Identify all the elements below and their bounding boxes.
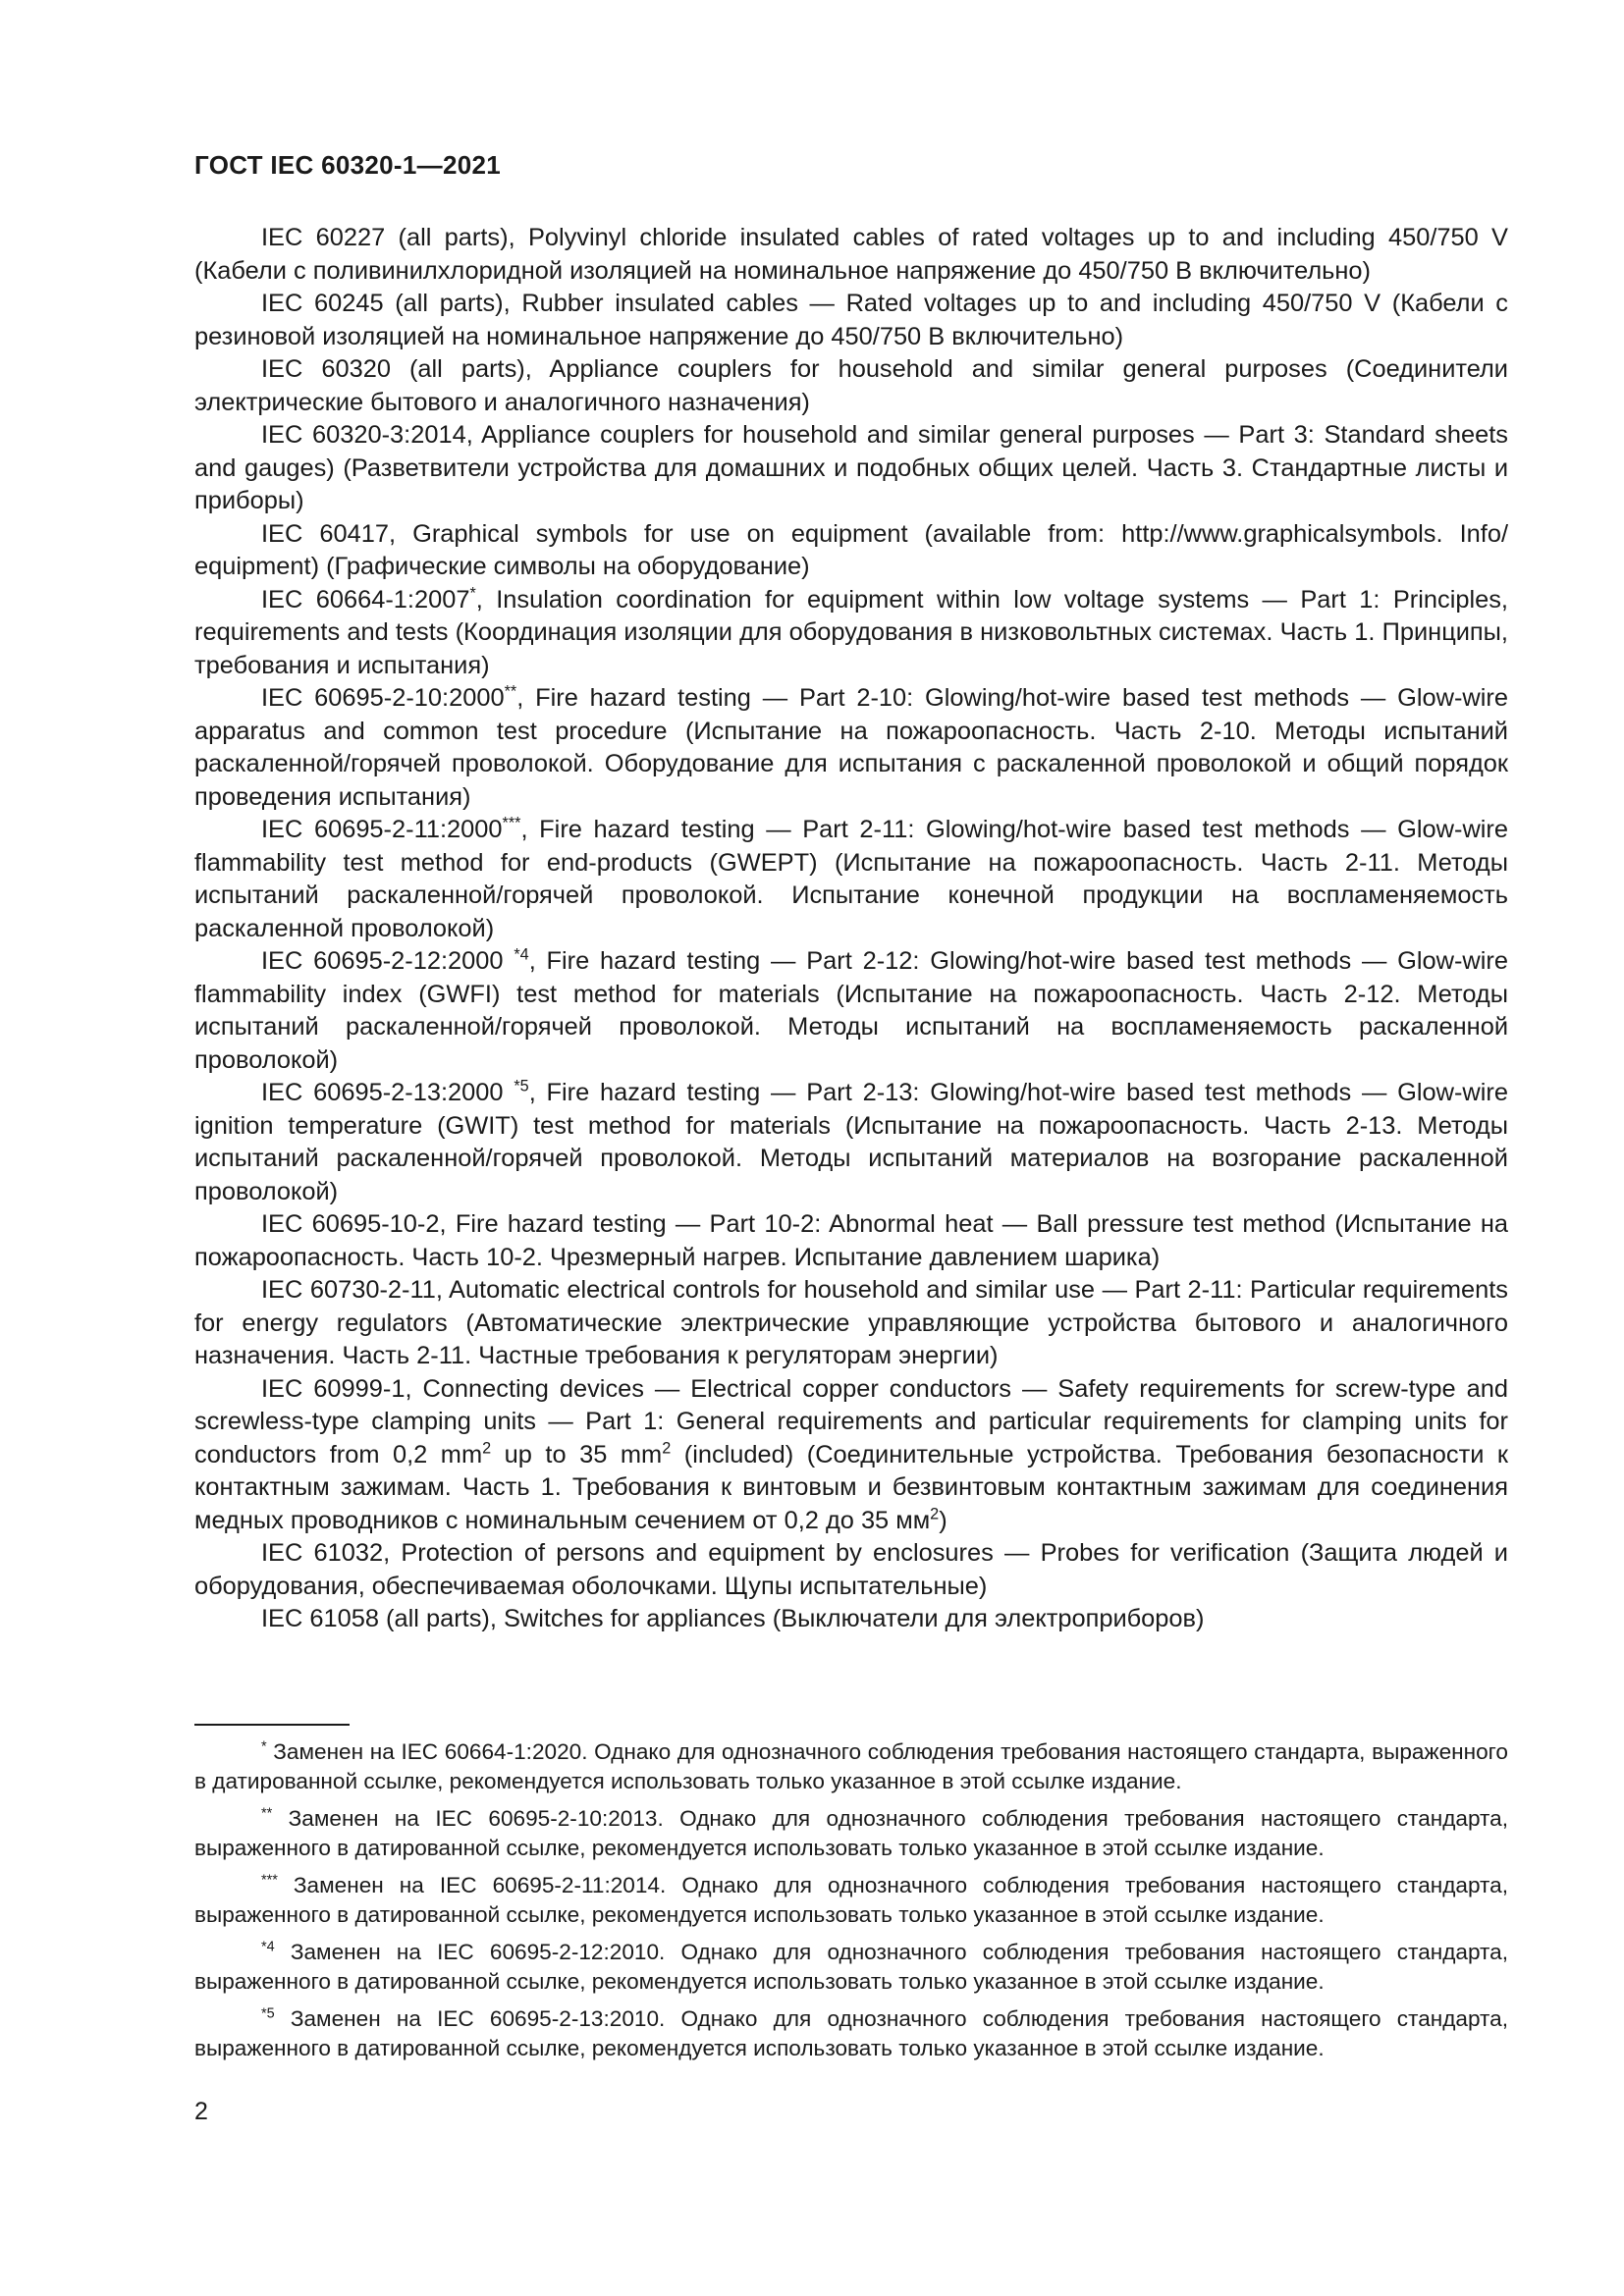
reference-iec-60320-3: IEC 60320-3:2014, Appliance couplers for household and similar general purposes — Part 3: Standard sheets and gauges) (Разветвители устройства для домашних и подобных общих целей. Часть 3. Стандартные листы и приборы) <box>194 421 1508 514</box>
footnote: $^{*4}$ Заменен на IEC 60695-2-12:2010. Однако для однозначного соблюдения требования настоящего стандарта, выраженного в датированной ссылке, рекомендуется использовать только указанное в этой ссылке издание. <box>194 1939 1508 1994</box>
footnote-separator <box>194 1724 350 1726</box>
footnote-mark: *4 <box>261 1939 275 1955</box>
footnote: *** Заменен на IEC 60695-2-11:2014. Однако для однозначного соблюдения требования настоящего стандарта, выраженного в датированной ссылке, рекомендуется использовать только указанное в этой ссылке издание. <box>194 1872 1508 1927</box>
normative-references-list <box>194 222 1508 1636</box>
superscript-squared: 2 <box>662 1439 672 1458</box>
footnote-mark: *5 <box>514 1077 529 1095</box>
footnote: * Заменен на IEC 60664-1:2020. Однако для однозначного соблюдения требования настоящего стандарта, выраженного в датированной ссылке, рекомендуется использовать только указанное в этой ссылке издание. <box>194 1738 1508 1793</box>
reference-iec-60695-2-10: IEC 60695-2-10:2000**, Fire hazard testing — Part 2-10: Glowing/hot-wire based test methods — Glow-wire apparatus and common test procedure (Испытание на пожароопасность. Часть 2-10. Методы испытаний раскаленной/горячей проволокой. Оборудование для испытания с раскаленной проволокой и общий порядок проведения испытания) <box>194 682 1508 811</box>
reference-iec-60664-1: IEC 60664-1:2007*, Insulation coordination for equipment within low voltage systems — Part 1: Principles, requirements and tests (Координация изоляции для оборудования в низковольтных системах. Часть 1. Принципы, требования и испытания) <box>194 584 1508 679</box>
footnote-mark: ** <box>504 682 517 701</box>
footnote: ** Заменен на IEC 60695-2-10:2013. Однако для однозначного соблюдения требования настоящего стандарта, выраженного в датированной ссылке, рекомендуется использовать только указанное в этой ссылке издание. <box>194 1805 1508 1860</box>
reference-iec-60245: IEC 60245 (all parts), Rubber insulated cables — Rated voltages up to and including 450/750 V (Кабели с резиновой изоляцией на номинальное напряжение до 450/750 В включительно) <box>194 290 1508 350</box>
page-number: 2 <box>194 2098 208 2125</box>
footnote-mark: *4 <box>514 945 529 964</box>
footnote-mark: *5 <box>261 2005 275 2022</box>
reference-iec-61032: IEC 61032, Protection of persons and equipment by enclosures — Probes for verification (Защита людей и оборудования, обеспечиваемая оболочками. Щупы испытательные) <box>194 1539 1508 1600</box>
reference-iec-61058: IEC 61058 (all parts), Switches for appliances (Выключатели для электроприборов) <box>261 1605 1205 1632</box>
reference-iec-60227: IEC 60227 (all parts), Polyvinyl chloride insulated cables of rated voltages up to and including 450/750 V (Кабели с поливинилхлоридной изоляцией на номинальное напряжение до 450/750 В включительно) <box>194 224 1508 285</box>
reference-iec-60730-2-11: IEC 60730-2-11, Automatic electrical controls for household and similar use — Part 2-11: Particular requirements for energy regulators (Автоматические электрические управляющие устройства бытового и аналогичного назначения. Часть 2-11. Частные требования к регуляторам энергии) <box>194 1276 1508 1369</box>
footnote-mark: * <box>261 1738 267 1755</box>
reference-iec-60695-2-13: IEC 60695-2-13:2000 $^{*5}$, Fire hazard testing — Part 2-13: Glowing/hot-wire based test methods — Glow-wire ignition temperature (GWIT) test method for materials (Испытание на пожароопасность. Часть 2-13. Методы испытаний раскаленной/горячей проволокой. Методы испытаний материалов на возгорание раскаленной проволокой) <box>194 1077 1508 1205</box>
footnote-mark: * <box>469 584 476 603</box>
document-header: ГОСТ IEC 60320-1—2021 <box>194 150 501 180</box>
reference-iec-60695-10-2: IEC 60695-10-2, Fire hazard testing — Part 10-2: Abnormal heat — Ball pressure test method (Испытание на пожароопасность. Часть 10-2. Чрезмерный нагрев. Испытание давлением шарика) <box>194 1210 1508 1271</box>
reference-iec-60417: IEC 60417, Graphical symbols for use on equipment (available from: http://www.graphicalsymbols. Info/ equipment) (Графические символы на оборудование) <box>194 519 1508 580</box>
reference-iec-60695-2-11: IEC 60695-2-11:2000***, Fire hazard testing — Part 2-11: Glowing/hot-wire based test methods — Glow-wire flammability test method for end-products (GWEPT) (Испытание на пожароопасность. Часть 2-11. Методы испытаний раскаленной/горячей проволокой. Испытание конечной продукции на воспламеняемость раскаленной проволокой) <box>194 814 1508 942</box>
footnote: $^{*5}$ Заменен на IEC 60695-2-13:2010. Однако для однозначного соблюдения требования настоящего стандарта, выраженного в датированной ссылке, рекомендуется использовать только указанное в этой ссылке издание. <box>194 2005 1508 2060</box>
reference-iec-60999-1: IEC 60999-1, Connecting devices — Electrical copper conductors — Safety requirements for screw-type and screwless-type clamping units — Part 1: General requirements and particular requirements for clamping units for conductors from 0,2 $mm^2$ up to 35 $mm^2$ (included) (Соединительные устройства. Требования безопасности к контактным зажимам. Часть 1. Требования к винтовым и безвинтовым контактным зажимам для соединения медных проводников с номинальным сечением от 0,2 до 35 $мм^2$) <box>194 1374 1508 1534</box>
footnote-mark: *** <box>261 1872 278 1889</box>
superscript-squared: 2 <box>482 1439 492 1458</box>
footnote-mark: ** <box>261 1805 273 1822</box>
reference-iec-60320: IEC 60320 (all parts), Appliance couplers for household and similar general purposes (Соединители электрические бытового и аналогичного назначения) <box>194 355 1508 416</box>
footnotes <box>194 1737 1508 2071</box>
superscript-squared: 2 <box>930 1505 940 1523</box>
reference-iec-60695-2-12: IEC 60695-2-12:2000 $^{*4}$, Fire hazard testing — Part 2-12: Glowing/hot-wire based test methods — Glow-wire flammability index (GWFI) test method for materials (Испытание на пожароопасность. Часть 2-12. Методы испытаний раскаленной/горячей проволокой. Методы испытаний на воспламеняемость раскаленной проволокой) <box>194 945 1508 1074</box>
footnote-mark: *** <box>502 814 521 832</box>
